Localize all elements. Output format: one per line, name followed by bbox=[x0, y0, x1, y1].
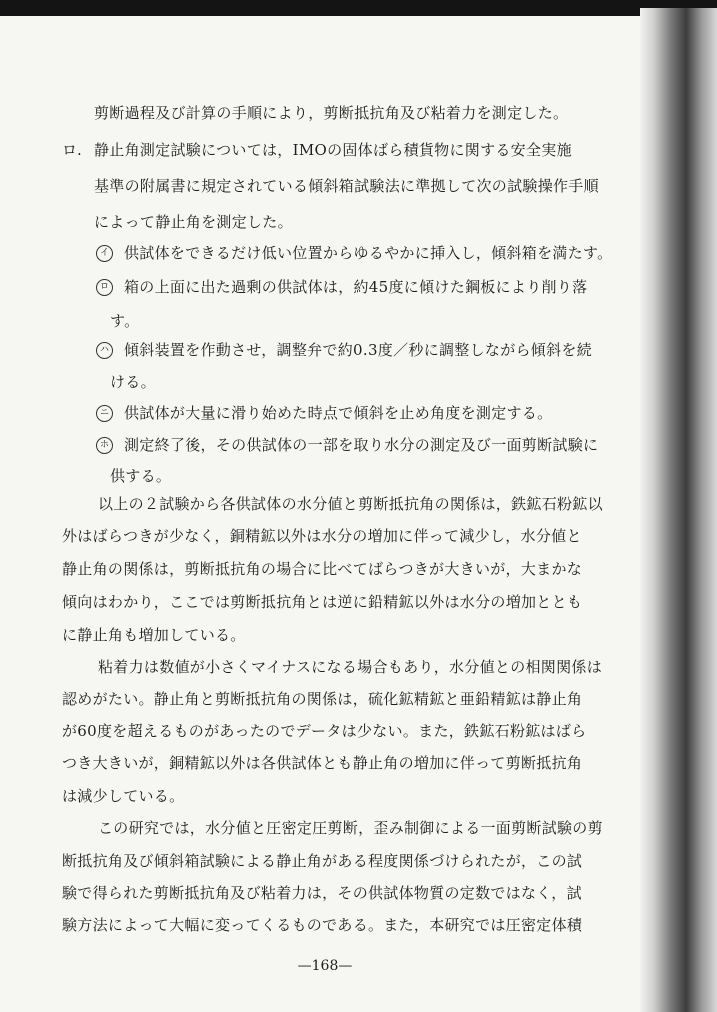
text-line-11: 測定終了後，その供試体の一部を取り水分の測定及び一面剪断試験に bbox=[124, 436, 599, 454]
text-line-5: 供試体をできるだけ低い位置からゆるやかに挿入し，傾斜箱を満たす。 bbox=[124, 244, 613, 262]
text-line-8: 傾斜装置を作動させ，調整弁で約0.3度／秒に調整しながら傾斜を続 bbox=[124, 341, 593, 359]
text-line-17: に静止角も増加している。 bbox=[62, 626, 246, 644]
book-spine-shadow bbox=[640, 8, 717, 1012]
circled-marker-ho: ホ bbox=[96, 437, 113, 454]
text-line-1: 剪断過程及び計算の手順により，剪断抵抗角及び粘着力を測定した。 bbox=[94, 104, 569, 122]
text-line-14: 外はばらつきが少なく，銅精鉱以外は水分の増加に伴って減少し，水分値と bbox=[62, 527, 582, 545]
text-line-9: ける。 bbox=[110, 373, 156, 391]
text-line-20: が60度を超えるものがあったのでデータは少ない。また，鉄鉱石粉鉱はばら bbox=[62, 722, 587, 740]
text-line-12: 供する。 bbox=[110, 467, 172, 485]
text-line-13: 以上の２試験から各供試体の水分値と剪断抵抗角の関係は，鉄鉱石粉鉱以 bbox=[98, 495, 603, 513]
circled-marker-ro: ロ bbox=[96, 279, 113, 296]
section-marker-ro: ロ. bbox=[62, 141, 82, 159]
text-line-3: 基準の附属書に規定されている傾斜箱試験法に準拠して次の試験操作手順 bbox=[94, 177, 599, 195]
text-line-10: 供試体が大量に滑り始めた時点で傾斜を止め角度を測定する。 bbox=[124, 404, 553, 422]
text-line-23: この研究では，水分値と圧密定圧剪断，歪み制御による一面剪断試験の剪 bbox=[98, 819, 603, 837]
text-line-18: 粘着力は数値が小さくマイナスになる場合もあり，水分値との相関関係は bbox=[98, 658, 603, 676]
text-line-26: 験方法によって大幅に変ってくるものである。また，本研究では圧密定体積 bbox=[62, 916, 583, 934]
text-line-19: 認めがたい。静止角と剪断抵抗角の関係は，硫化鉱精鉱と亜鉛精鉱は静止角 bbox=[62, 690, 583, 708]
text-line-21: つき大きいが，銅精鉱以外は各供試体とも静止角の増加に伴って剪断抵抗角 bbox=[62, 754, 583, 772]
circled-marker-ha: ハ bbox=[96, 342, 113, 359]
text-line-4: によって静止角を測定した。 bbox=[94, 213, 293, 231]
page-number: —168— bbox=[297, 958, 353, 974]
text-line-25: 験で得られた剪断抵抗角及び粘着力は，その供試体物質の定数ではなく，試 bbox=[62, 884, 582, 902]
text-line-22: は減少している。 bbox=[62, 787, 185, 805]
text-line-6: 箱の上面に出た過剰の供試体は，約45度に傾けた鋼板により削り落 bbox=[124, 278, 588, 296]
text-line-2: 静止角測定試験については，IMOの固体ばら積貨物に関する安全実施 bbox=[94, 141, 572, 159]
circled-marker-ni: ニ bbox=[96, 405, 113, 422]
text-line-24: 断抵抗角及び傾斜箱試験による静止角がある程度関係づけられたが，この試 bbox=[62, 852, 583, 870]
text-line-15: 静止角の関係は，剪断抵抗角の場合に比べてばらつきが大きいが，大まかな bbox=[62, 560, 583, 578]
circled-marker-i: イ bbox=[96, 245, 113, 262]
text-line-16: 傾向はわかり，ここでは剪断抵抗角とは逆に鉛精鉱以外は水分の増加ととも bbox=[62, 593, 583, 611]
scan-top-edge bbox=[0, 0, 717, 16]
text-line-7: す。 bbox=[110, 312, 140, 330]
